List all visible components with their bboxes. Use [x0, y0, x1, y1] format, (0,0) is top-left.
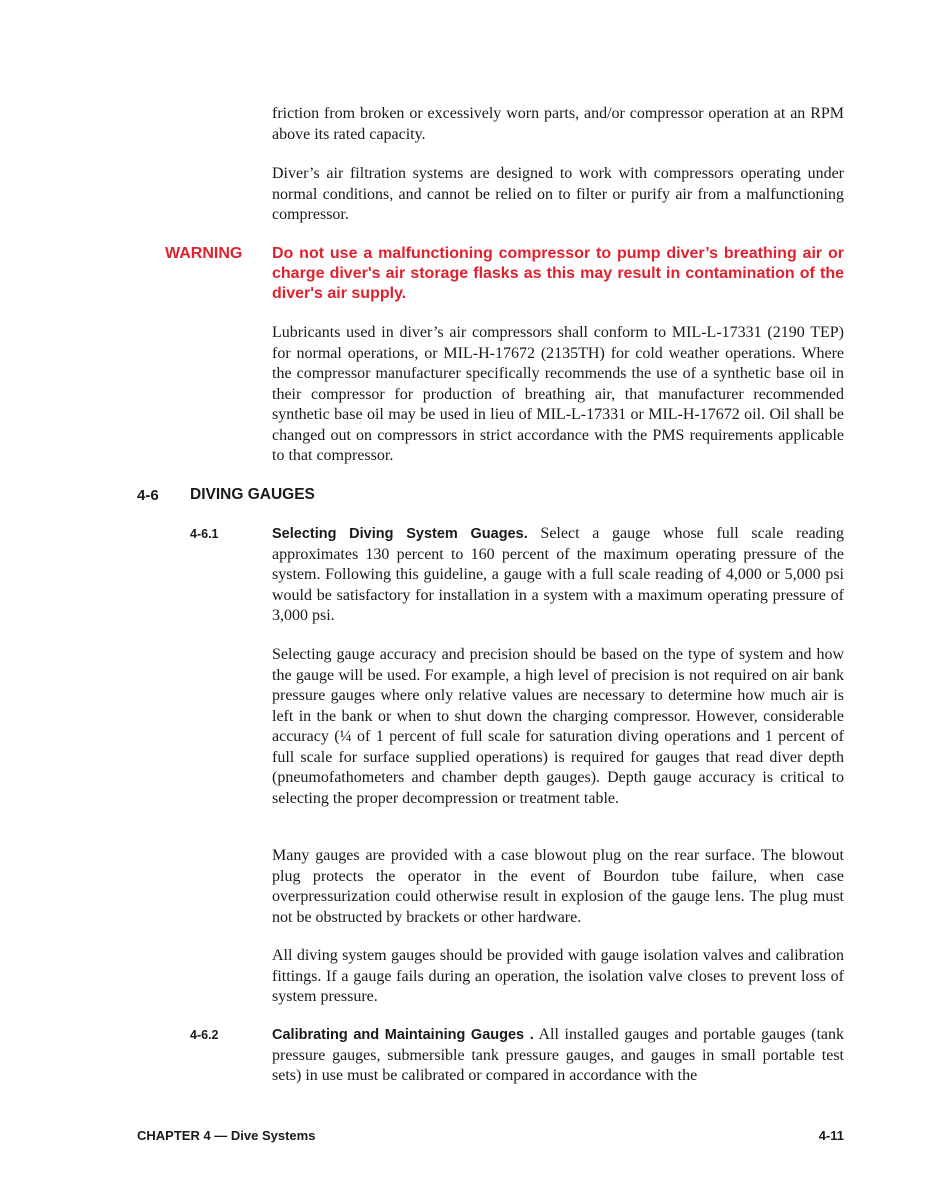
footer-page-number: 4-11	[818, 1128, 844, 1143]
subsection-text-2: All installed gauges and portable gauges (tank pressure gauges, submersible tank pressure gauges, and gauges in small portable test sets) in use must be calibrated or compared in accordance with the	[272, 1026, 844, 1084]
subsection-heading-1: Selecting Diving System Guages.	[272, 526, 528, 542]
paragraph-friction: friction from broken or excessively worn parts, and/or compressor operation at an RPM above its rated capacity.	[272, 105, 844, 143]
paragraph-blowout-plug: Many gauges are provided with a case blowout plug on the rear surface. The blowout plug protects the operator in the event of Bourdon tube failure, when case overpressurization could otherwise result in explosion of the gauge lens. The plug must not be obstructed by brackets or other hardware.	[272, 847, 844, 926]
section-title: DIVING GAUGES	[190, 486, 315, 503]
subsection-paragraph-2	[272, 1025, 844, 1087]
paragraph-isolation-valves: All diving system gauges should be provided with gauge isolation valves and calibration fittings. If a gauge fails during an operation, the isolation valve closes to prevent loss of system pressure.	[272, 947, 844, 1005]
footer-chapter: CHAPTER 4 — Dive Systems	[137, 1128, 316, 1143]
section-number: 4-6	[137, 487, 159, 504]
paragraph-filtration: Diver’s air filtration systems are designed to work with compressors operating under normal conditions, and cannot be relied on to filter or purify air from a malfunctioning compressor.	[272, 165, 844, 223]
subsection-heading-2: Calibrating and Maintaining Gauges .	[272, 1027, 534, 1043]
subsection-number-2: 4-6.2	[190, 1028, 219, 1042]
subsection-text-1: Select a gauge whose full scale reading approximates 130 percent to 160 percent of the maximum operating pressure of the system. Following this guideline, a gauge with a full scale reading of 4,000 or 5,000 psi would be satisfactory for installation in a system with a maximum operating pressure of 3,000 psi.	[272, 525, 844, 624]
subsection-number-1: 4-6.1	[190, 527, 219, 541]
paragraph-lubricants: Lubricants used in diver’s air compressors shall conform to MIL-L-17331 (2190 TEP) for normal operations, or MIL-H-17672 (2135TH) for cold weather operations. Where the compressor manufacturer specifically recommends the use of a synthetic base oil in their compressor for production of breathing air, that manufacturer recommended synthetic base oil may be used in lieu of MIL-L-17331 or MIL-H-17672 oil. Oil shall be changed out on compressors in strict accordance with the PMS requirements applicable to that compressor.	[272, 324, 844, 464]
subsection-paragraph-1	[272, 524, 844, 627]
warning-label: WARNING	[165, 245, 243, 262]
warning-text: Do not use a malfunctioning compressor to pump diver’s breathing air or charge diver's air storage flasks as this may result in contamination of the diver's air supply.	[272, 245, 844, 302]
paragraph-gauge-accuracy: Selecting gauge accuracy and precision should be based on the type of system and how the gauge will be used. For example, a high level of precision is not required on air bank pressure gauges where only relative values are necessary to determine how much air is left in the bank or when to shut down the charging compressor. However, considerable accuracy (¼ of 1 percent of full scale for saturation diving operations and 1 percent of full scale for surface supplied operations) is required for gauges that read diver depth (pneumofathometers and chamber depth gauges). Depth gauge accuracy is critical to selecting the proper decompression or treatment table.	[272, 646, 844, 807]
